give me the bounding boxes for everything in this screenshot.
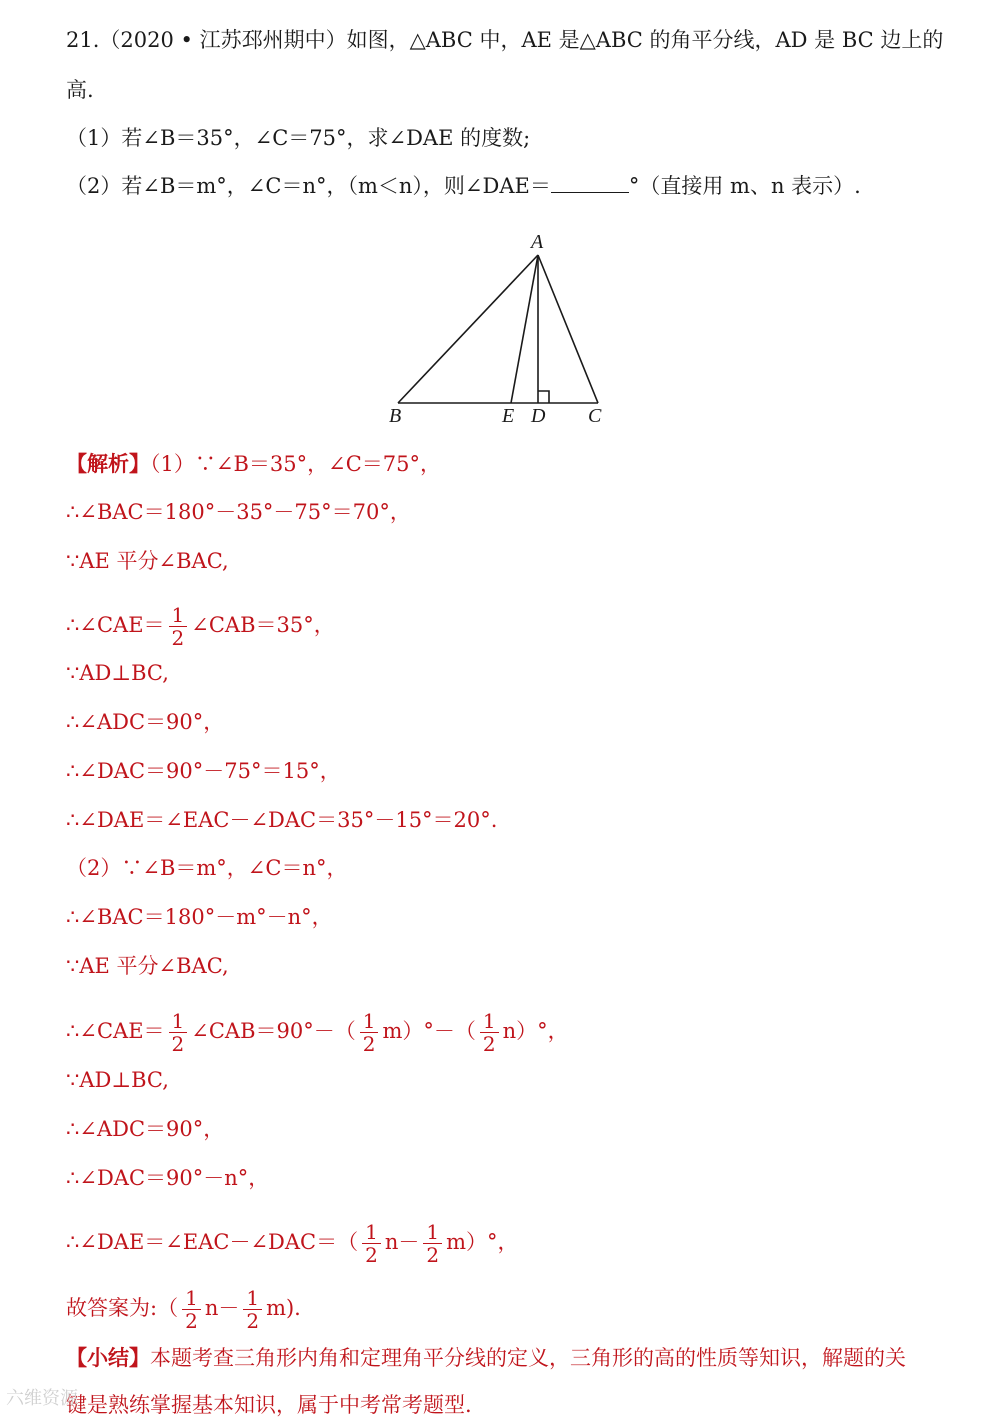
label-a: A: [531, 231, 544, 253]
bisector-ae: [511, 255, 538, 403]
side-ab: [398, 255, 538, 403]
solution-line: （2）∵∠B＝m°，∠C＝n°，: [66, 856, 348, 880]
text: m).: [266, 1296, 301, 1320]
solution-line: ∵AD⊥BC,: [66, 661, 169, 685]
question-1: （1）若∠B＝35°，∠C＝75°，求∠DAE 的度数;: [66, 126, 531, 150]
fraction-denominator: 2: [171, 626, 185, 650]
question-2-prefix: （2）若∠B＝m°，∠C＝n°，（m＜n），则∠DAE＝: [66, 174, 551, 198]
solution-line-cae: [66, 604, 335, 649]
fraction-half: [169, 1010, 188, 1055]
solution-line: ∴∠BAC＝180°－35°－75°＝70°，: [66, 500, 411, 524]
fraction-numerator: 1: [423, 1221, 442, 1244]
fraction-half: [182, 1287, 201, 1332]
label-c: C: [588, 405, 602, 427]
solution-line: ∴∠BAC＝180°－m°－n°，: [66, 905, 333, 929]
fraction-numerator: 1: [362, 1221, 381, 1244]
solution-line: ∴∠ADC＝90°，: [66, 710, 225, 734]
label-b: B: [389, 405, 402, 427]
fraction-denominator: 2: [365, 1243, 378, 1267]
fraction-numerator: 1: [182, 1287, 201, 1310]
fraction-half: [360, 1010, 379, 1055]
fraction-denominator: 2: [426, 1243, 440, 1267]
label-d: D: [531, 405, 546, 427]
solution-line: ∵AE 平分∠BAC,: [66, 954, 229, 978]
solution-line-dae-2: [66, 1221, 519, 1266]
text: n）°，: [502, 1019, 569, 1043]
side-ac: [538, 255, 598, 403]
text: ∠CAB＝90°－（: [191, 1019, 356, 1043]
problem-line-2: 高.: [66, 78, 94, 102]
solution-line-1: [66, 450, 441, 478]
answer-line: [66, 1287, 301, 1332]
text: ∴∠CAE＝: [66, 613, 165, 637]
right-angle-mark: [538, 391, 549, 403]
problem-line-1: 21.（2020 • 江苏邳州期中）如图，△ABC 中，AE 是△ABC 的角平分线，AD 是 BC 边上的: [66, 28, 944, 52]
summary-heading: 【小结】: [66, 1345, 150, 1370]
summary-text: 本题考查三角形内角和定理角平分线的定义，三角形的高的性质等知识，解题的关: [150, 1346, 906, 1370]
fraction-denominator: 2: [246, 1309, 260, 1333]
label-e: E: [502, 405, 515, 427]
solution-line: ∴∠ADC＝90°，: [66, 1117, 225, 1141]
fraction-numerator: 1: [243, 1287, 262, 1310]
text: 故答案为:（: [66, 1296, 179, 1320]
question-2-suffix: °（直接用 m、n 表示）.: [628, 174, 861, 198]
solution-line: ∴∠DAE＝∠EAC－∠DAC＝35°－15°＝20°.: [66, 808, 498, 832]
fraction-half: [169, 604, 188, 649]
solution-line: ∵AD⊥BC,: [66, 1068, 169, 1092]
fraction-denominator: 2: [185, 1309, 198, 1333]
fraction-denominator: 2: [362, 1032, 376, 1056]
fraction-numerator: 1: [169, 1010, 188, 1033]
fraction-denominator: 2: [171, 1032, 185, 1056]
triangle-figure: [380, 228, 620, 433]
solution-line-cae-2: [66, 1010, 569, 1055]
solution-heading: 【解析】: [66, 451, 150, 476]
summary-line-1: [66, 1344, 906, 1372]
solution-line: ∴∠DAC＝90°－75°＝15°，: [66, 759, 341, 783]
solution-line: ∵AE 平分∠BAC,: [66, 549, 229, 573]
watermark: 六维资源: [6, 1388, 78, 1409]
fraction-half: [362, 1221, 381, 1266]
text: ∴∠CAE＝: [66, 1019, 165, 1043]
solution-step: （1）∵∠B＝35°，∠C＝75°，: [150, 452, 441, 476]
summary-line-2: 键是熟练掌握基本知识，属于中考常考题型.: [66, 1393, 472, 1417]
text: n－: [384, 1230, 420, 1254]
answer-blank: [551, 174, 629, 193]
text: ∴∠DAE＝∠EAC－∠DAC＝（: [66, 1230, 359, 1254]
text: m）°，: [446, 1230, 519, 1254]
text: ∠CAB＝35°，: [191, 613, 335, 637]
fraction-half: [423, 1221, 442, 1266]
fraction-half: [480, 1010, 499, 1055]
fraction-numerator: 1: [480, 1010, 499, 1033]
fraction-numerator: 1: [169, 604, 188, 627]
fraction-denominator: 2: [482, 1032, 496, 1056]
text: n－: [204, 1296, 240, 1320]
solution-line: ∴∠DAC＝90°－n°，: [66, 1166, 270, 1190]
fraction-numerator: 1: [360, 1010, 379, 1033]
text: m）°－（: [382, 1019, 476, 1043]
question-2: [66, 172, 861, 200]
fraction-half: [243, 1287, 262, 1332]
